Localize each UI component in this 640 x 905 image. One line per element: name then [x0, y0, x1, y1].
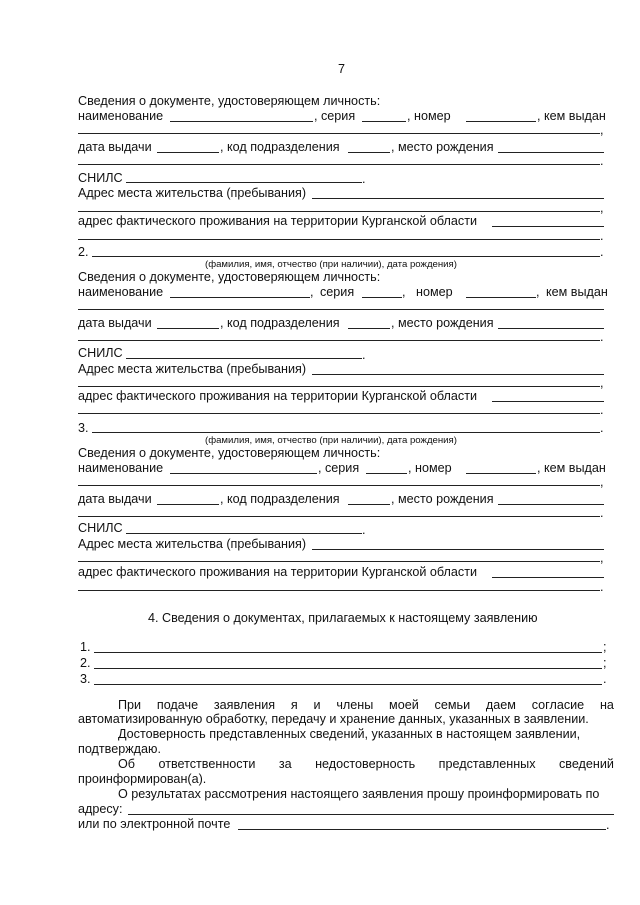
period-mark: .: [600, 229, 604, 243]
label-kem-vydan: кем выдан: [546, 285, 608, 299]
field-adres-fakt[interactable]: [492, 401, 604, 402]
consent-word: сведений: [558, 757, 614, 771]
field-kem-vydan-cont[interactable]: [78, 309, 604, 310]
field-document-1[interactable]: [94, 652, 602, 653]
label-snils: СНИЛС: [78, 521, 123, 535]
field-mesto-rozhdeniya-cont[interactable]: [78, 164, 600, 165]
consent-word: представленных: [438, 757, 536, 771]
label-data-vydachi: дата выдачи: [78, 492, 152, 506]
comma-mark: ,: [600, 201, 604, 215]
period-mark: .: [600, 421, 604, 435]
comma-mark: ,: [536, 285, 540, 299]
label-snils: СНИЛС: [78, 171, 123, 185]
fio-caption: (фамилия, имя, отчество (при наличии), дата рождения): [205, 435, 457, 446]
label-nomer: , номер: [408, 461, 452, 475]
consent-word: семьи: [434, 698, 471, 712]
label-mesto-rozhdeniya: , место рождения: [391, 140, 494, 154]
field-seriya[interactable]: [362, 121, 406, 122]
label-naimenovanie: наименование: [78, 109, 164, 123]
consent-word: за: [278, 757, 292, 771]
field-kod-podrazdeleniya[interactable]: [348, 152, 390, 153]
label-address: адресу:: [78, 802, 123, 816]
comma-mark: ,: [600, 551, 604, 565]
field-mesto-rozhdeniya-cont[interactable]: [78, 516, 600, 517]
field-adres-fakt[interactable]: [492, 226, 604, 227]
field-adres-zhitelstva[interactable]: [312, 374, 604, 375]
field-fio[interactable]: [92, 256, 600, 257]
field-email[interactable]: [238, 829, 606, 830]
period-mark: .: [600, 154, 604, 168]
field-adres-fakt[interactable]: [492, 577, 604, 578]
consent-line-4: подтверждаю.: [78, 742, 161, 756]
period-mark: .: [606, 818, 610, 832]
consent-word: моей: [389, 698, 419, 712]
consent-word: подаче: [156, 698, 199, 712]
consent-line-6: проинформирован(а).: [78, 772, 207, 786]
field-adres-zhitelstva[interactable]: [312, 198, 604, 199]
label-kod-podrazdeleniya: , код подразделения: [220, 492, 340, 506]
consent-word: я: [290, 698, 298, 712]
field-kem-vydan-cont[interactable]: [78, 133, 600, 134]
label-kem-vydan: , кем выдан: [537, 461, 606, 475]
label-kod-podrazdeleniya: , код подразделения: [220, 140, 340, 154]
field-mesto-rozhdeniya[interactable]: [498, 504, 604, 505]
period-mark: .: [600, 245, 604, 259]
label-naimenovanie: наименование: [78, 285, 164, 299]
label-data-vydachi: дата выдачи: [78, 140, 152, 154]
label-adres-zhitelstva: Адрес места жительства (пребывания): [78, 362, 307, 376]
field-naimenovanie[interactable]: [170, 473, 317, 474]
field-address[interactable]: [128, 814, 614, 815]
fio-caption: (фамилия, имя, отчество (при наличии), дата рождения): [205, 259, 457, 270]
period-mark: .: [362, 348, 366, 362]
field-kod-podrazdeleniya[interactable]: [348, 504, 390, 505]
document-heading: Сведения о документе, удостоверяющем личность:: [78, 94, 381, 108]
document-heading: Сведения о документе, удостоверяющем личность:: [78, 446, 381, 460]
field-adres-fakt-cont[interactable]: [78, 590, 600, 591]
comma-mark: ,: [310, 285, 314, 299]
consent-word: согласие: [531, 698, 585, 712]
field-naimenovanie[interactable]: [170, 297, 310, 298]
period-mark: .: [603, 672, 607, 686]
label-adres-zhitelstva: Адрес места жительства (пребывания): [78, 186, 307, 200]
consent-line-5: [118, 757, 614, 771]
field-seriya[interactable]: [366, 473, 407, 474]
field-adres-zhitelstva-cont[interactable]: [78, 561, 600, 562]
field-nomer[interactable]: [466, 297, 536, 298]
period-mark: .: [600, 506, 604, 520]
field-kem-vydan-cont[interactable]: [78, 485, 600, 486]
field-mesto-rozhdeniya[interactable]: [498, 328, 604, 329]
period-mark: .: [362, 523, 366, 537]
label-adres-fakt: адрес фактического проживания на территории Курганской области: [78, 389, 478, 403]
field-nomer[interactable]: [466, 473, 536, 474]
field-adres-zhitelstva-cont[interactable]: [78, 386, 600, 387]
label-seriya: , серия: [318, 461, 360, 475]
consent-word: члены: [336, 698, 374, 712]
field-adres-zhitelstva[interactable]: [312, 549, 604, 550]
comma-mark: ,: [600, 475, 604, 489]
label-kem-vydan: , кем выдан: [537, 109, 606, 123]
field-nomer[interactable]: [466, 121, 536, 122]
label-mesto-rozhdeniya: , место рождения: [391, 492, 494, 506]
label-adres-zhitelstva: Адрес места жительства (пребывания): [78, 537, 307, 551]
label-kod-podrazdeleniya: , код подразделения: [220, 316, 340, 330]
field-seriya[interactable]: [362, 297, 402, 298]
consent-line-2: автоматизированную обработку, передачу и хранение данных, указанных в заявлении.: [78, 712, 589, 726]
consent-word: ответственности: [158, 757, 256, 771]
label-nomer: номер: [416, 285, 453, 299]
period-mark: .: [600, 580, 604, 594]
field-data-vydachi[interactable]: [157, 152, 219, 153]
consent-word: недостоверность: [315, 757, 416, 771]
field-data-vydachi[interactable]: [157, 504, 219, 505]
label-email: или по электронной почте: [78, 817, 231, 831]
consent-line-1: [118, 698, 614, 712]
label-adres-fakt: адрес фактического проживания на территории Курганской области: [78, 214, 478, 228]
field-data-vydachi[interactable]: [157, 328, 219, 329]
period-mark: .: [600, 403, 604, 417]
list-number: 1.: [80, 640, 91, 654]
consent-word: При: [118, 698, 142, 712]
document-heading: Сведения о документе, удостоверяющем личность:: [78, 270, 381, 284]
consent-line-7: О результатах рассмотрения настоящего заявления прошу проинформировать по: [118, 787, 600, 801]
label-naimenovanie: наименование: [78, 461, 164, 475]
person-number: 3.: [78, 421, 89, 435]
comma-mark: ,: [402, 285, 406, 299]
semicolon-mark: ;: [603, 640, 607, 654]
label-data-vydachi: дата выдачи: [78, 316, 152, 330]
field-adres-fakt-cont[interactable]: [78, 413, 600, 414]
field-document-3[interactable]: [94, 684, 602, 685]
semicolon-mark: ;: [603, 656, 607, 670]
period-mark: .: [600, 330, 604, 344]
field-fio[interactable]: [92, 432, 600, 433]
field-adres-zhitelstva-cont[interactable]: [78, 211, 600, 212]
label-nomer: , номер: [407, 109, 451, 123]
field-document-2[interactable]: [94, 668, 602, 669]
consent-word: даем: [485, 698, 516, 712]
person-number: 2.: [78, 245, 89, 259]
label-mesto-rozhdeniya: , место рождения: [391, 316, 494, 330]
field-naimenovanie[interactable]: [170, 121, 313, 122]
label-seriya: серия: [320, 285, 355, 299]
label-seriya: , серия: [314, 109, 356, 123]
comma-mark: ,: [600, 376, 604, 390]
section-4-title: 4. Сведения о документах, прилагаемых к настоящему заявлению: [148, 611, 538, 625]
label-adres-fakt: адрес фактического проживания на территории Курганской области: [78, 565, 478, 579]
consent-word: Об: [118, 757, 136, 771]
period-mark: .: [362, 172, 366, 186]
field-adres-fakt-cont[interactable]: [78, 239, 600, 240]
consent-word: на: [599, 698, 614, 712]
list-number: 2.: [80, 656, 91, 670]
field-snils[interactable]: [126, 533, 362, 534]
field-mesto-rozhdeniya-cont[interactable]: [78, 340, 600, 341]
consent-word: и: [313, 698, 321, 712]
label-snils: СНИЛС: [78, 346, 123, 360]
field-kod-podrazdeleniya[interactable]: [348, 328, 390, 329]
field-snils[interactable]: [126, 182, 362, 183]
field-mesto-rozhdeniya[interactable]: [498, 152, 604, 153]
consent-word: заявления: [213, 698, 276, 712]
field-snils[interactable]: [126, 358, 362, 359]
list-number: 3.: [80, 672, 91, 686]
comma-mark: ,: [600, 123, 604, 137]
page-number: 7: [338, 62, 346, 76]
consent-line-3: Достоверность представленных сведений, указанных в настоящем заявлении,: [118, 727, 581, 741]
